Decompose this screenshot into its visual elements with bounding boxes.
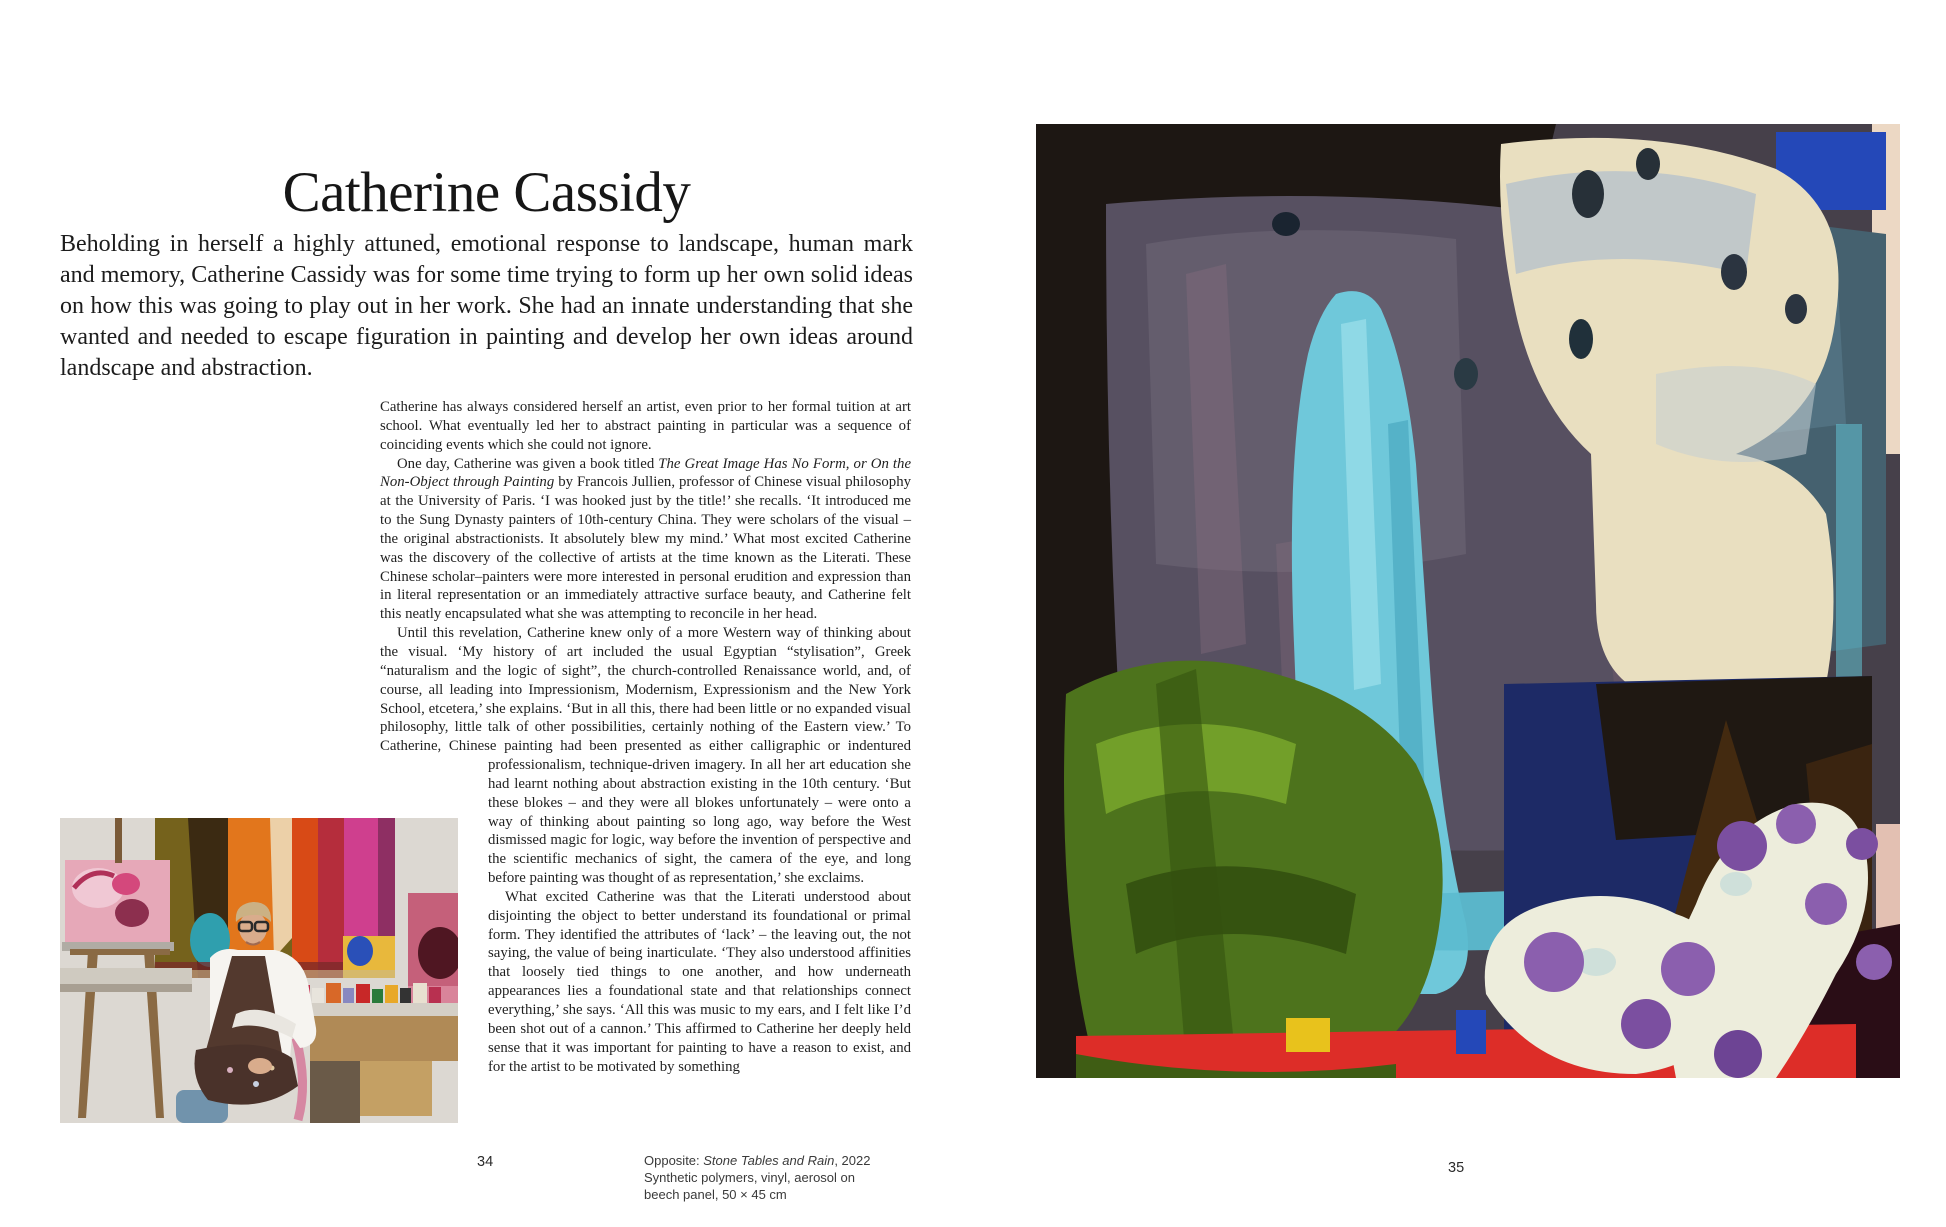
caption-work-title: Stone Tables and Rain: [703, 1153, 835, 1168]
body-paragraph: Catherine has always considered herself an artist, even prior to her formal tuition at art school. What eventually led her to abstract painting in particular was a sequence of coinciding events which she could not ignore.: [380, 399, 911, 453]
page-title: Catherine Cassidy: [282, 161, 691, 225]
body-text-run: Until this revelation, Catherine knew only of a more Western way of thinking about the visual. ‘My history of art included the usual Egyptian “stylisation”, Greek “naturalism and the logic of sight”, the church-controlled Renaissance world, and, of course, all leading into Impressionism, Modernism, Expressionism and the New York School, etcetera,’ she explains. ‘But in all this, there had been little or no expanded visual philosophy, little talk of other possibilities, certainly nothing of the Eastern view.’ To Catherine, Chinese painting had been presented as either calligraphic or indentured professionalism, technique-driven imagery. In all her art education she: [380, 625, 911, 774]
artwork-graphic: [1036, 124, 1900, 1078]
artwork-image: [1036, 124, 1900, 1078]
intro-paragraph: Beholding in herself a highly attuned, emotional response to landscape, human mark and memory, Catherine Cassidy was for some time trying to form up her own solid ideas on how this was going to play out in her work. She had an innate understanding that she wanted and needed to escape figuration in painting and develop her own ideas around landscape and abstraction.: [60, 231, 913, 381]
studio-photo-graphic: [60, 818, 458, 1123]
body-text-column: [380, 398, 911, 1116]
body-text-run: by Francois Jullien, professor of Chinese visual philosophy at the University of Paris. ‘I was hooked just by the title!’ she recalls. ‘It introduced me to the Sung Dynasty painters of 10th-century China. They were scholars of the visual – the original abstractionists. It absolutely blew my mind.’ What most excited Catherine was the discovery of the collective of artists at the time known as the Literati. These Chinese scholar–painters were more interested in personal erudition and expression than in literal representation or an immediately attractive surface beauty, and Catherine felt this neatly encapsulated what she was attempting to reconcile in her head.: [380, 474, 911, 623]
artwork-caption: [644, 1152, 872, 1203]
body-paragraph: [380, 455, 911, 625]
body-paragraph: [380, 624, 911, 888]
body-paragraph: What excited Catherine was that the Literati understood about disjointing the object to better understand its foundational or primal form. They identified the attributes of ‘lack’ – the leaving out, the not saying, the value of being inarticulate. ‘They also understood affinities that loosely tied things to one another, and how underneath appearances lies a foundational state and that relationships connect everything,’ she says. ‘All this was music to my ears, and I felt like I’d been shot out of a cannon.’ This affirmed to Catherine her deeply held sense that it was important for painting to have a reason to exist, and for the artist to be motivated by something: [488, 888, 911, 1075]
studio-photo-image: [60, 818, 458, 1123]
caption-line3: beech panel, 50 × 45 cm: [644, 1187, 787, 1202]
caption-prefix: Opposite:: [644, 1153, 704, 1168]
page-number-left: 34: [477, 1154, 494, 1170]
caption-suffix: , 2022: [834, 1153, 871, 1168]
body-text-run: One day, Catherine was given a book titled: [397, 455, 659, 472]
caption-line2: Synthetic polymers, vinyl, aerosol on: [644, 1170, 855, 1185]
page-number-right: 35: [1448, 1160, 1465, 1176]
body-text-run: had learnt nothing about abstraction existing in the 10th century. ‘But these blokes – and they were all blokes unfortunately – were onto a way of thinking about painting so long ago, way before the West dismissed magic for logic, way before the invention of perspective and the scientific mechanics of sight, the camera of the eye, and long before painting was thought of as representation,’ she exclaims.: [488, 775, 911, 887]
book-title-italic: The Great Image Has No Form, or On the Non-Object through Painting: [380, 455, 912, 491]
